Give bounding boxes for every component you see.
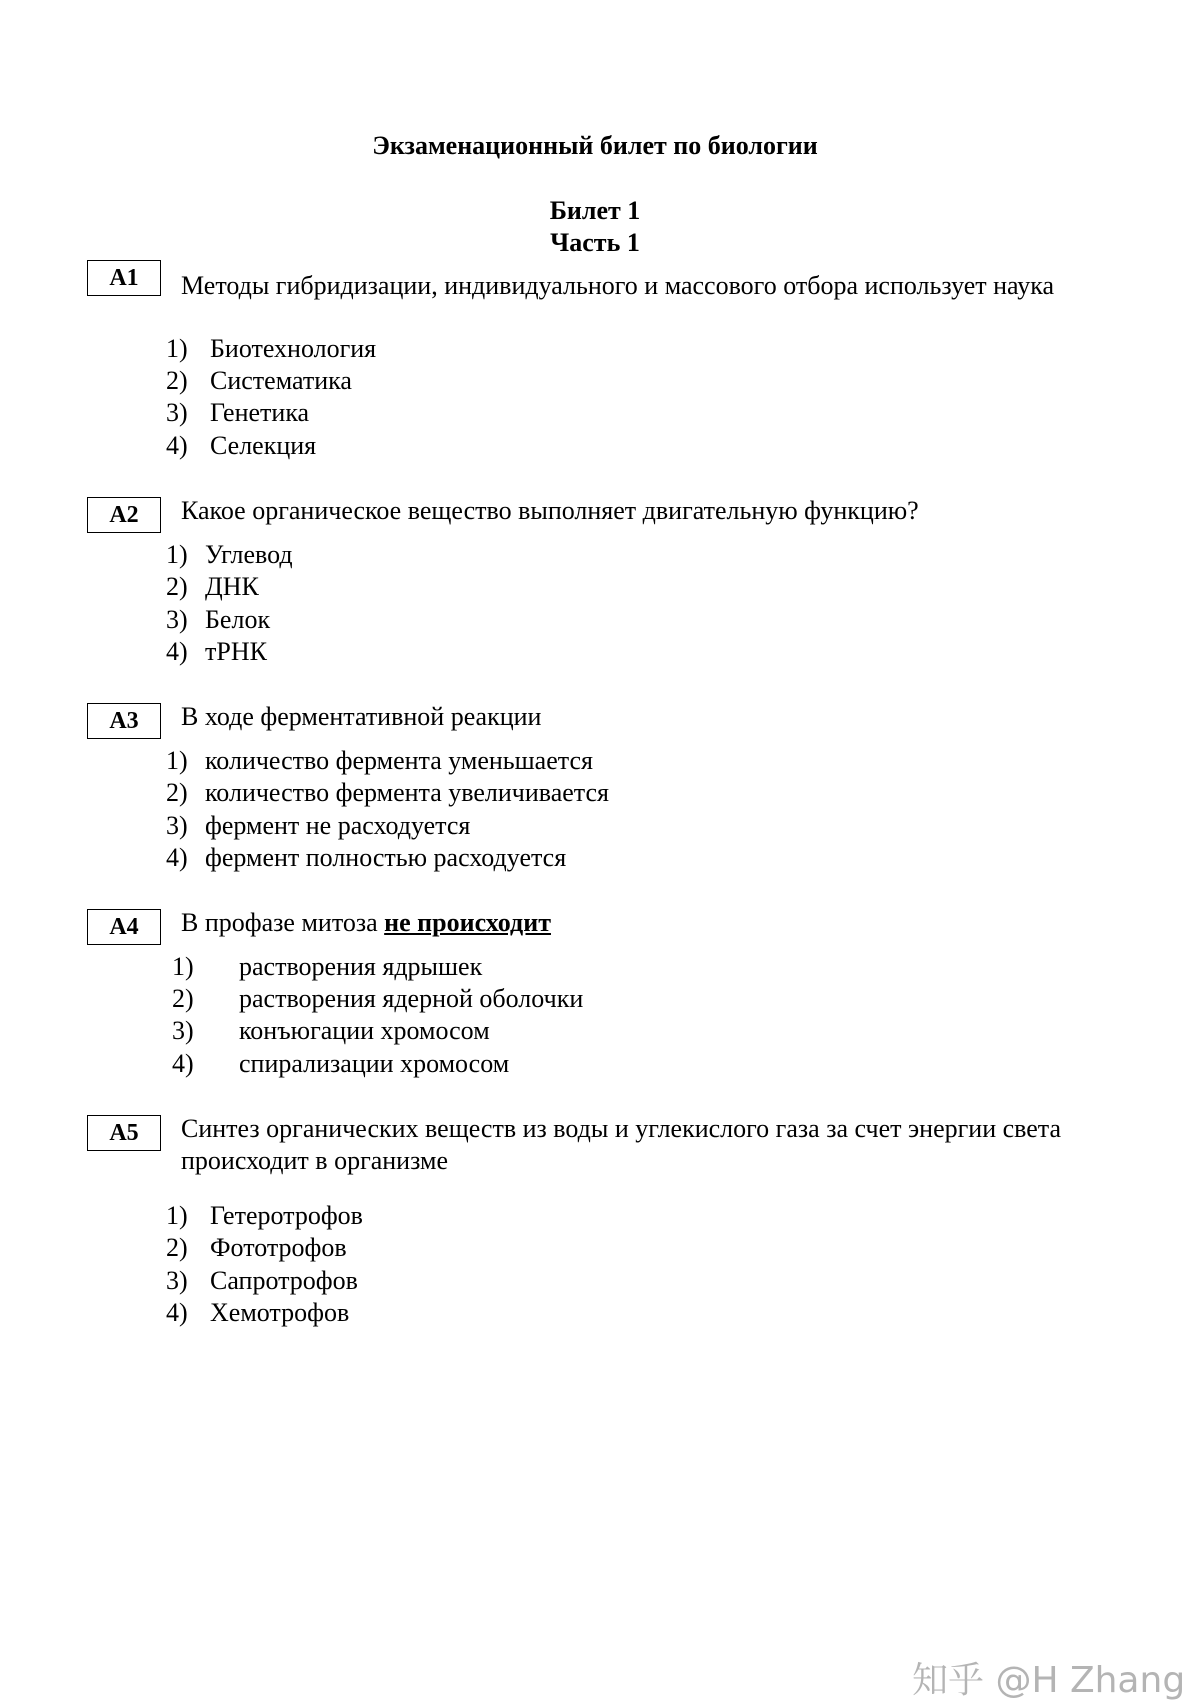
option-number: 4) — [166, 1298, 188, 1327]
option-number: 3) — [166, 1266, 188, 1295]
option-a2-3 — [166, 604, 270, 636]
question-text-a3: В ходе ферментативной реакции — [181, 702, 542, 731]
option-label: тРНК — [205, 637, 267, 666]
option-label: спирализации хромосом — [239, 1049, 510, 1078]
option-number: 2) — [172, 984, 194, 1013]
question-text-emphasis: не происходит — [384, 908, 551, 937]
option-label: конъюгации хромосом — [239, 1016, 490, 1045]
option-a1-4 — [166, 430, 316, 462]
option-a5-4 — [166, 1297, 349, 1329]
option-a4-4 — [172, 1048, 509, 1080]
question-label-a4: A4 — [87, 909, 161, 945]
option-a3-3 — [166, 810, 470, 842]
option-number: 3) — [166, 605, 188, 634]
option-label: фермент не расходуется — [205, 811, 471, 840]
option-a2-2 — [166, 571, 259, 603]
question-text-a5: Синтез органических веществ из воды и углекислого газа за счет энергии света происходит в организме — [181, 1114, 1062, 1175]
option-a2-1 — [166, 539, 293, 571]
option-number: 4) — [166, 431, 188, 460]
option-label: количество фермента уменьшается — [205, 746, 593, 775]
option-a1-1 — [166, 333, 376, 365]
option-label: Систематика — [210, 366, 352, 395]
option-a4-1 — [172, 951, 482, 983]
question-text-prefix: В профазе митоза — [181, 908, 385, 937]
option-label: растворения ядерной оболочки — [239, 984, 584, 1013]
option-a3-2 — [166, 777, 609, 809]
question-text-a4 — [181, 907, 1081, 939]
option-label: Фототрофов — [210, 1233, 347, 1262]
option-a1-2 — [166, 365, 352, 397]
option-label: ДНК — [205, 572, 259, 601]
option-a5-1 — [166, 1200, 363, 1232]
option-number: 4) — [166, 843, 188, 872]
question-label-a3: A3 — [87, 703, 161, 739]
option-label: Биотехнология — [210, 334, 377, 363]
option-number: 3) — [166, 398, 188, 427]
option-number: 1) — [166, 540, 188, 569]
option-number: 2) — [166, 366, 188, 395]
option-a4-2 — [172, 983, 583, 1015]
option-a5-3 — [166, 1265, 358, 1297]
option-number: 1) — [172, 952, 194, 981]
question-label-a5: A5 — [87, 1115, 161, 1151]
watermark: 知乎 @H Zhang — [912, 1660, 1186, 1701]
option-label: Хемотрофов — [210, 1298, 350, 1327]
part-label: Часть 1 — [550, 228, 640, 257]
question-text-a1: Методы гибридизации, индивидуального и массового отбора использует наука — [181, 271, 1055, 300]
option-number: 2) — [166, 1233, 188, 1262]
option-number: 1) — [166, 1201, 188, 1230]
option-a1-3 — [166, 397, 309, 429]
option-label: Углевод — [205, 540, 293, 569]
option-number: 4) — [166, 637, 188, 666]
ticket-number: Билет 1 — [549, 196, 641, 225]
question-text-a2: Какое органическое вещество выполняет двигательную функцию? — [181, 496, 919, 525]
option-a4-3 — [172, 1015, 490, 1047]
option-a5-2 — [166, 1232, 347, 1264]
option-number: 1) — [166, 746, 188, 775]
option-number: 2) — [166, 778, 188, 807]
option-number: 3) — [166, 811, 188, 840]
option-label: Генетика — [210, 398, 310, 427]
option-number: 1) — [166, 334, 188, 363]
option-label: Селекция — [210, 431, 317, 460]
option-label: Белок — [205, 605, 271, 634]
option-label: растворения ядрышек — [239, 952, 483, 981]
option-a3-4 — [166, 842, 566, 874]
question-label-a2: A2 — [87, 497, 161, 533]
option-a2-4 — [166, 636, 267, 668]
option-number: 2) — [166, 572, 188, 601]
option-number: 3) — [172, 1016, 194, 1045]
option-number: 4) — [172, 1049, 194, 1078]
option-label: фермент полностью расходуется — [205, 843, 567, 872]
option-label: Гетеротрофов — [210, 1201, 363, 1230]
option-label: Сапротрофов — [210, 1266, 358, 1295]
option-label: количество фермента увеличивается — [205, 778, 609, 807]
exam-title: Экзаменационный билет по биологии — [372, 131, 818, 160]
option-a3-1 — [166, 745, 593, 777]
question-label-a1: A1 — [87, 260, 161, 296]
